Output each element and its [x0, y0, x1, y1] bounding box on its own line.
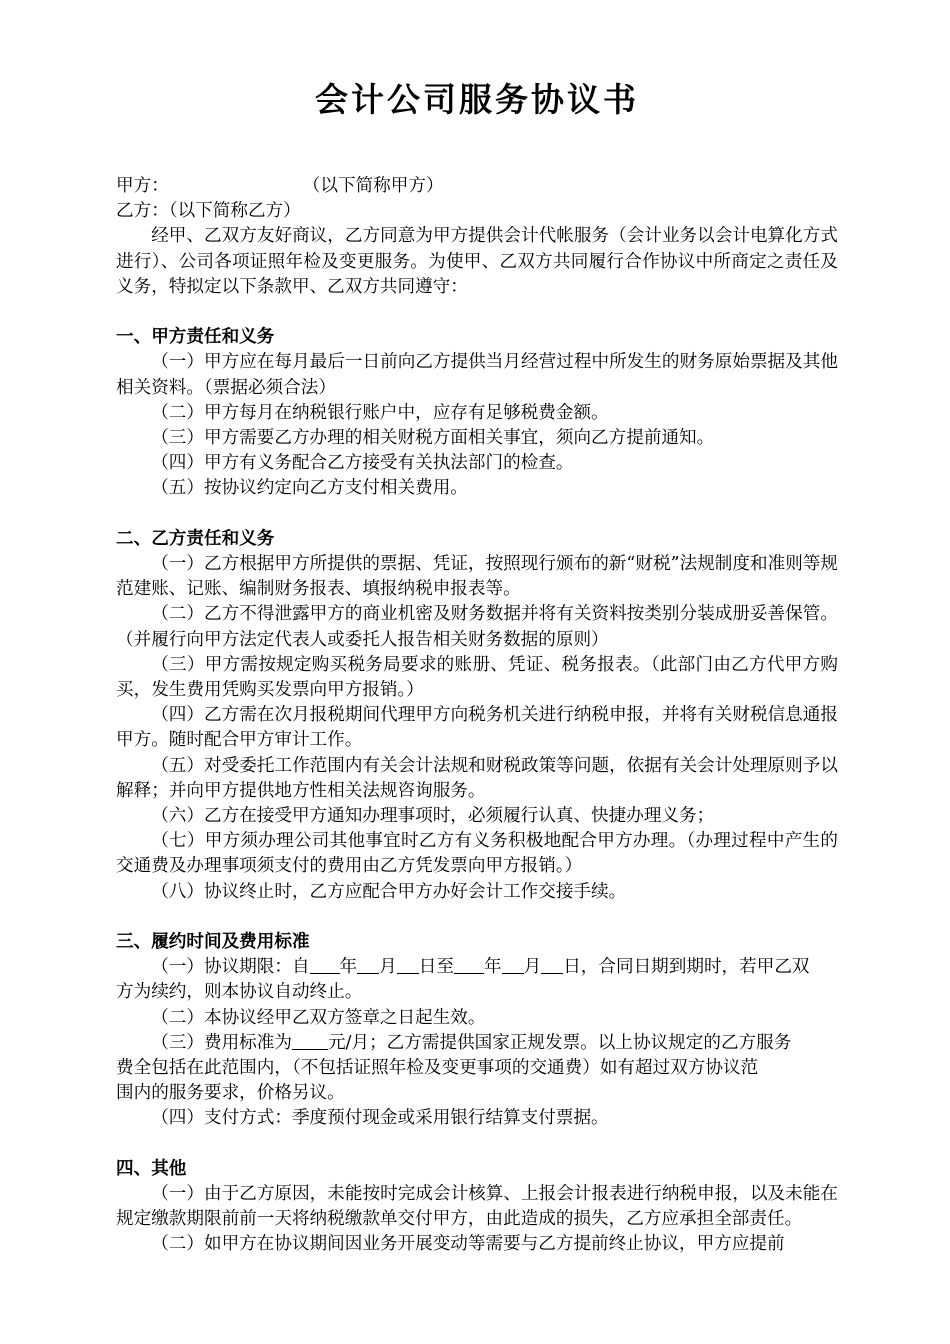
section3-item: （二）本协议经甲乙双方签章之日起生效。	[151, 1007, 486, 1028]
blank-day	[541, 956, 563, 974]
fee-line	[116, 1031, 838, 1056]
section1-item: （四）甲方有义务配合乙方接受有关执法部门的检查。	[151, 453, 574, 474]
section2-item: （一）乙方根据甲方所提供的票据、凭证，按照现行颁布的新“财税”法规制度和准则等规范建账、记账、编制财务报表、填报纳税申报表等。	[116, 554, 838, 600]
section-heading-3: 三、履约时间及费用标准	[116, 932, 310, 953]
fee-line-cont: 围内的服务要求，价格另议。	[116, 1083, 345, 1104]
section2-item: （四）乙方需在次月报税期间代理甲方向税务机关进行纳税申报，并将有关财税信息通报甲方。随时配合甲方审计工作。	[116, 705, 838, 751]
section2-item: （八）协议终止时，乙方应配合甲方办好会计工作交接手续。	[151, 881, 627, 902]
section2-item: （五）对受委托工作范围内有关会计法规和财税政策等问题，依据有关会计处理原则予以解释；并向甲方提供地方性相关法规咨询服务。	[116, 755, 838, 801]
fee-text: 元/月；乙方需提供国家正规发票。以上协议规定的乙方服务	[327, 1032, 792, 1053]
section1-item: （一）甲方应在每月最后一日前向乙方提供当月经营过程中所发生的财务原始票据及其他相关资料。（票据必须合法）	[116, 352, 838, 398]
section3-item: （四）支付方式：季度预付现金或采用银行结算支付票据。	[151, 1108, 609, 1129]
section1-item: （三）甲方需要乙方办理的相关财税方面相关事宜，须向乙方提前通知。	[151, 428, 715, 449]
section4-item: （一）由于乙方原因，未能按时完成会计核算、上报会计报表进行纳税申报，以及未能在规定缴款期限前前一天将纳税缴款单交付甲方，由此造成的损失，乙方应承担全部责任。	[116, 1184, 838, 1230]
section2-item: （六）乙方在接受甲方通知办理事项时，必须履行认真、快捷办理义务；	[151, 806, 715, 827]
blank-month	[357, 956, 379, 974]
spacer	[116, 300, 838, 325]
blank-year	[310, 956, 340, 974]
section-heading-1: 一、甲方责任和义务	[116, 327, 275, 348]
term-text: 日，合同日期到期时，若甲乙双	[563, 957, 810, 978]
term-text: 日至	[418, 957, 454, 978]
party-a-label: 甲方：	[116, 176, 169, 196]
section1-item: （五）按协议约定向乙方支付相关费用。	[151, 478, 468, 499]
document-title: 会计公司服务协议书	[315, 80, 639, 119]
party-a-line	[116, 174, 838, 199]
section-heading-4: 四、其他	[116, 1158, 187, 1179]
fee-text: （三）费用标准为	[151, 1032, 292, 1053]
spacer	[116, 905, 838, 930]
blank-month	[502, 956, 524, 974]
term-text: 年	[339, 957, 358, 978]
section-heading-2: 二、乙方责任和义务	[116, 528, 275, 549]
section1-item: （二）甲方每月在纳税银行账户中，应存有足够税费金额。	[151, 402, 609, 423]
term-line-cont: 方为续约，则本协议自动终止。	[116, 982, 363, 1003]
term-text: 月	[379, 957, 397, 978]
fee-line-cont: 费全包括在此范围内，（不包括证照年检及变更事项的交通费）如有超过双方协议范	[116, 1058, 759, 1079]
term-text: 月	[523, 957, 542, 978]
document-body	[116, 174, 838, 1258]
term-text: 年	[483, 957, 502, 978]
intro-paragraph: 经甲、乙双方友好商议，乙方同意为甲方提供会计代帐服务（会计业务以会计电算化方式进行）、公司各项证照年检及变更服务。为使甲、乙双方共同履行合作协议中所商定之责任及义务，特拟定以下条款甲、乙双方共同遵守：	[116, 226, 838, 297]
term-line	[116, 955, 838, 980]
party-b-line: 乙方：（以下简称乙方）	[116, 201, 301, 222]
section2-item: （三）甲方需按规定购买税务局要求的账册、凭证、税务报表。（此部门由乙方代甲方购买，发生费用凭购买发票向甲方报销。）	[116, 654, 838, 701]
section2-item: （七）甲方须办理公司其他事宜时乙方有义务积极地配合甲方办理。（办理过程中产生的交通费及办理事项须支付的费用由乙方凭发票向甲方报销。）	[116, 831, 838, 877]
party-a-note: （以下简称甲方）	[302, 176, 444, 196]
spacer	[116, 1132, 838, 1157]
blank-fee	[292, 1032, 328, 1050]
blank-year	[454, 956, 484, 974]
spacer	[116, 502, 838, 527]
section4-item: （二）如甲方在协议期间因业务开展变动等需要与乙方提前终止协议，甲方应提前	[151, 1234, 785, 1255]
term-text: （一）协议期限：自	[151, 957, 310, 978]
section2-item: （二）乙方不得泄露甲方的商业机密及财务数据并将有关资料按类别分装成册妥善保管。（并履行向甲方法定代表人或委托人报告相关财务数据的原则）	[116, 604, 838, 650]
blank-day	[397, 956, 419, 974]
